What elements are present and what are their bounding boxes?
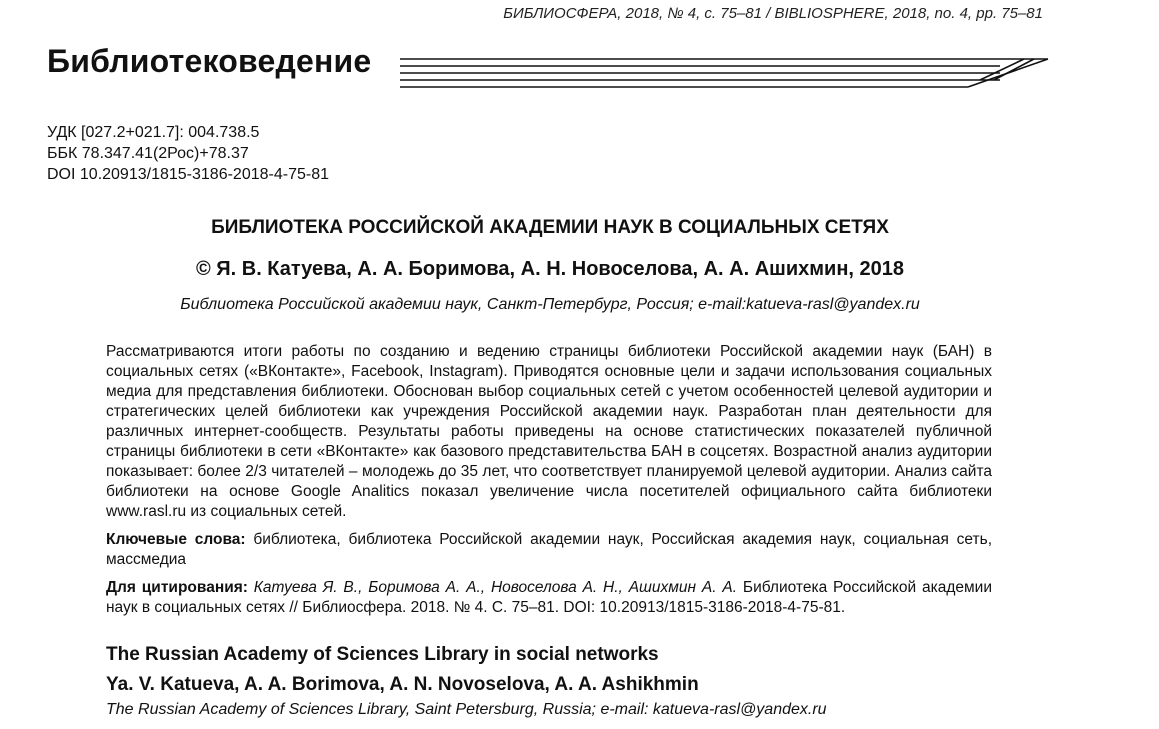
citation-authors: Катуева Я. В., Боримова А. А., Новоселова А. Н., Ашихмин А. А. <box>253 579 738 596</box>
article-authors: © Я. В. Катуева, А. А. Боримова, А. Н. Новоселова, А. А. Ашихмин, 2018 <box>195 258 905 280</box>
article-affiliation: Библиотека Российской академии наук, Санкт-Петербург, Россия; e-mail:katueva-rasl@yandex.ru <box>180 296 920 313</box>
section-rule-decoration <box>398 56 1050 96</box>
abstract: Рассматриваются итоги работы по созданию и ведению страницы библиотеки Российской академии наук (БАН) в социальных сетях («ВКонтакте», Facebook, Instagram). Приводятся основные цели и задачи использования социальных медиа для представления библиотеки. Обоснован выбор социальных сетей с учетом особенностей целевой аудитории и стратегических целей библиотеки как учреждения Российской академии наук. Разработан план деятельности для различных интернет-сообществ. Результаты работы приведены на основе статистических показателей публичной страницы библиотеки в сети «ВКонтакте» как базового представительства БАН в соцсетях. Возрастной анализ аудитории показывает: более 2/3 читателей – молодежь до 35 лет, что соответствует планируемой целевой аудитории. Анализ сайта библиотеки на основе Google Analitics показал увеличение числа посетителей официального сайта библиотеки www.rasl.ru из социальных сетей. <box>106 343 992 520</box>
running-head: БИБЛИОСФЕРА, 2018, № 4, с. 75–81 / BIBLIOSPHERE, 2018, no. 4, pp. 75–81 <box>503 5 1043 22</box>
english-title: The Russian Academy of Sciences Library in social networks <box>106 644 659 665</box>
bbk-code: ББК 78.347.41(2Рос)+78.37 <box>47 145 249 162</box>
article-title: БИБЛИОТЕКА РОССИЙСКОЙ АКАДЕМИИ НАУК В СОЦИАЛЬНЫХ СЕТЯХ <box>211 217 889 238</box>
english-affiliation: The Russian Academy of Sciences Library, Saint Petersburg, Russia; e-mail: katueva-rasl@yandex.ru <box>106 701 827 718</box>
keywords-text: библиотека, библиотека Российской академии наук, Российская академия наук, социальная сеть, массмедиа <box>106 531 992 568</box>
keywords <box>106 530 992 570</box>
english-authors: Ya. V. Katueva, A. A. Borimova, A. N. Novoselova, A. A. Ashikhmin <box>106 674 699 695</box>
classification-codes <box>47 122 329 185</box>
udc-code: УДК [027.2+021.7]: 004.738.5 <box>47 124 260 141</box>
citation <box>106 578 992 618</box>
keywords-label: Ключевые слова: <box>106 531 246 548</box>
citation-label: Для цитирования: <box>106 579 248 596</box>
citation-text: Библиотека Российской академии наук в социальных сетях // Библиосфера. 2018. № 4. С. 75–81. DOI: 10.20913/1815-3186-2018-4-75-81. <box>106 579 992 616</box>
doi: DOI 10.20913/1815-3186-2018-4-75-81 <box>47 166 329 183</box>
section-title: Библиотековедение <box>47 43 372 79</box>
